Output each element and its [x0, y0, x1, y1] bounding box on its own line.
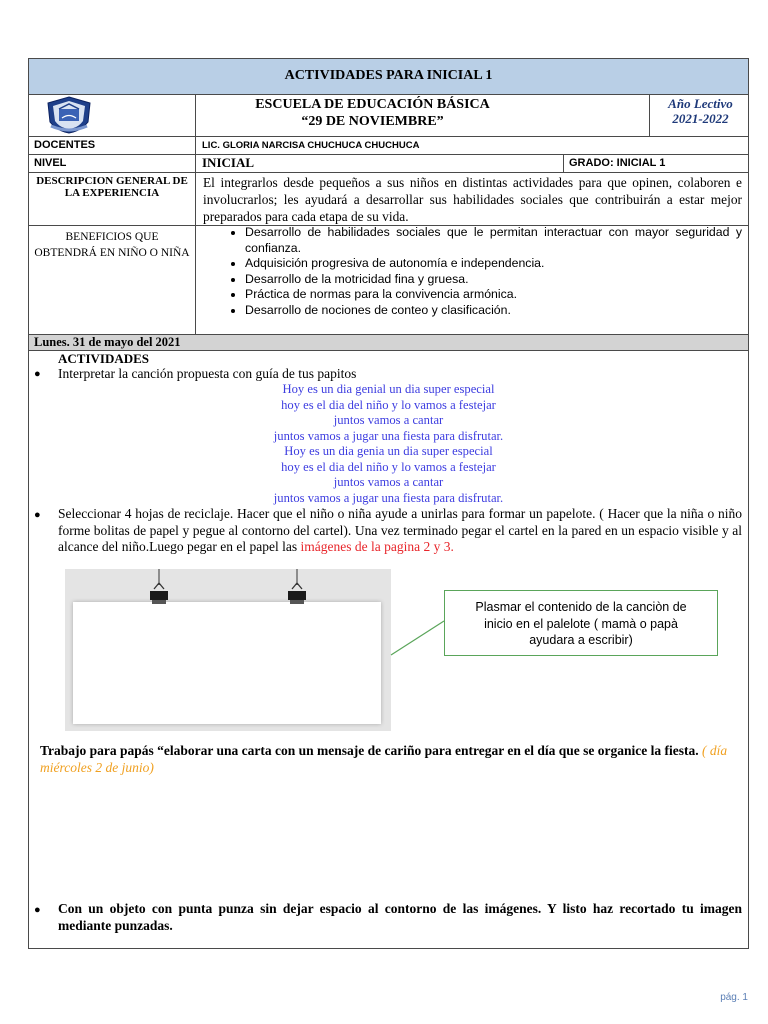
activity-item-3: Con un objeto con punta punza sin dejar espacio al contorno de las imágenes. Y listo haz recortado tu imagen mediante punzadas.: [58, 901, 742, 933]
benefit-item: • Adquisición progresiva de autonomía e independencia.: [245, 256, 742, 272]
song-line: hoy es el dia del niño y lo vamos a festejar: [281, 459, 496, 474]
school-line-1: ESCUELA DE EDUCACIÓN BÁSICA: [255, 97, 490, 112]
benefits-list: [223, 225, 742, 318]
date-label: Lunes. 31 de mayo del 2021: [34, 335, 181, 349]
docentes-label: DOCENTES: [34, 139, 96, 151]
description-text: El integrarlos desde pequeños a sus niños en distintas actividades para que opinen, colaboren e involucrarlos; les ayudará a desarrollar sus habilidades sociales que contribuirán a estar mejor preparados para cada etapa de su vida.: [203, 175, 742, 224]
parents-task: [40, 743, 742, 776]
song-line: juntos vamos a jugar una fiesta para disfrutar.: [273, 428, 504, 443]
parents-task-text: Trabajo para papás “elaborar una carta con un mensaje de cariño para entregar en el día que se organice la fiesta.: [40, 743, 699, 758]
song-line: juntos vamos a cantar: [333, 475, 444, 489]
academic-year-value: 2021-2022: [672, 111, 729, 126]
date-row: [29, 335, 748, 351]
benefits-row: [29, 226, 748, 335]
docentes-value: LIC. GLORIA NARCISA CHUCHUCA CHUCHUCA: [202, 140, 420, 151]
nivel-label: NIVEL: [34, 157, 67, 169]
benefit-item: • Práctica de normas para la convivencia armónica.: [245, 287, 742, 303]
benefit-item: • Desarrollo de la motricidad fina y gruesa.: [245, 272, 742, 288]
song-line: juntos vamos a jugar una fiesta para disfrutar.: [273, 490, 504, 505]
benefit-item: • Desarrollo de habilidades sociales que le permitan interactuar con mayor seguridad y confianza.: [245, 225, 742, 256]
parents-task-date: ( día miércoles 2 de junio): [40, 743, 728, 775]
nivel-value: INICIAL: [202, 155, 255, 170]
callout-line: ayudara a escribir): [529, 633, 633, 647]
binder-clip-icon: [147, 569, 171, 611]
academic-year-label: Año Lectivo: [668, 96, 733, 111]
docentes-row: [29, 137, 748, 155]
document-frame: [28, 58, 749, 949]
benefit-item: • Desarrollo de nociones de conteo y clasificación.: [245, 303, 742, 319]
school-row: [29, 95, 748, 137]
song-line: Hoy es un dia genia un dia super especial: [284, 444, 493, 458]
bullet-icon: ●: [34, 368, 41, 380]
activity-item-1: Interpretar la canción propuesta con guía de tus papitos: [58, 366, 357, 381]
school-logo: [45, 96, 93, 134]
activity-item-2: [58, 506, 742, 556]
callout-connector: [389, 619, 449, 659]
bullet-icon: ●: [34, 904, 41, 916]
school-line-2: “29 DE NOVIEMBRE”: [301, 114, 444, 129]
school-name: [197, 96, 548, 130]
academic-year: [653, 96, 748, 126]
callout-line: Plasmar el contenido de la canciòn de: [475, 600, 687, 614]
activity-item-2-text: Seleccionar 4 hojas de reciclaje. Hacer que el niño o niña ayude a unirlas para formar un papelote. ( Hacer que la niña o niño forme bolitas de papel y pegue al contorno del cartel). Una vez terminado pegar el cartel en la pared en un espacio visible y al alcance del niño.Luego pegar en el papel las: [58, 506, 742, 554]
activities-heading: ACTIVIDADES: [58, 351, 150, 366]
callout-line: inicio en el palelote ( mamà o papà: [484, 616, 678, 631]
binder-clip-icon: [285, 569, 309, 611]
document-title: ACTIVIDADES PARA INICIAL 1: [284, 68, 493, 83]
description-row: [29, 173, 748, 226]
title-row: [29, 59, 748, 95]
description-label: DESCRIPCION GENERAL DE LA EXPERIENCIA: [36, 175, 188, 199]
bullet-icon: ●: [34, 509, 41, 521]
song-line: juntos vamos a cantar: [333, 413, 444, 427]
activity-item-2-highlight: imágenes de la pagina 2 y 3.: [300, 539, 454, 554]
poster-sheet: [73, 602, 381, 724]
page-number: pág. 1: [720, 992, 748, 1003]
callout-box: [444, 590, 718, 656]
song-line: Hoy es un dia genial un dia super especial: [282, 382, 495, 396]
benefits-label: BENEFICIOS QUE OBTENDRÁ EN NIÑO O NIÑA: [34, 231, 190, 259]
grado-value: GRADO: INICIAL 1: [569, 157, 666, 169]
song-line: hoy es el dia del niño y lo vamos a festejar: [281, 397, 496, 412]
poster-illustration: [65, 569, 391, 731]
nivel-row: [29, 155, 748, 173]
